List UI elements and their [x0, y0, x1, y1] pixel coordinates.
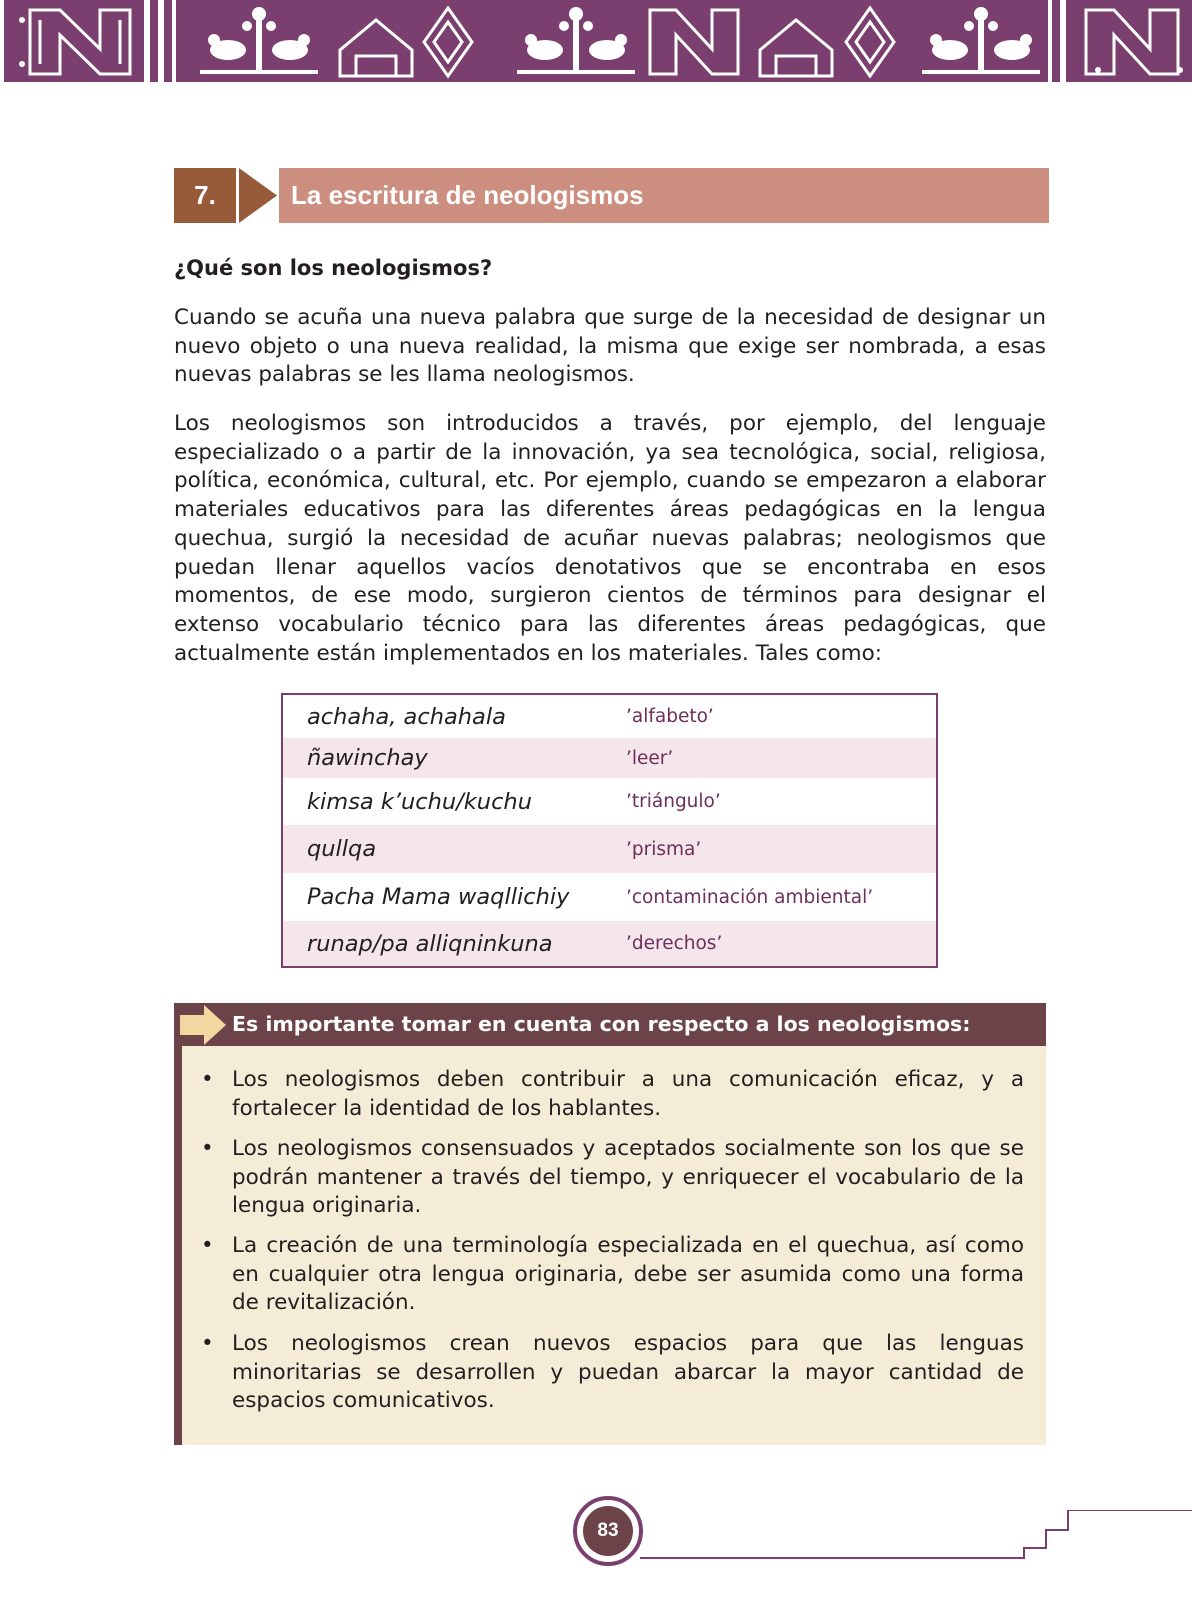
arrow-right-icon	[239, 168, 277, 223]
page-number-badge	[573, 1496, 643, 1566]
andean-textile-pattern-icon	[0, 0, 1192, 84]
note-title: Es importante tomar en cuenta con respecto a los neologismos:	[232, 1012, 971, 1036]
list-item: • Los neologismos consensuados y aceptados socialmente son los que se podrán mantener a través del tiempo, y enriquecer el vocabulario de la lengua originaria.	[232, 1135, 1024, 1221]
table-row	[283, 695, 936, 738]
spanish-meaning: ’contaminación ambiental’	[626, 886, 874, 908]
paragraph-definition: Cuando se acuña una nueva palabra que surge de la necesidad de designar un nuevo objeto o una nueva realidad, la misma que exige ser nombrada, a esas nuevas palabras se les llama neologismos.	[174, 305, 1046, 388]
paragraph-examples: Los neologismos son introducidos a través, por ejemplo, del lenguaje especializado o a partir de la innovación, ya sea tecnológica, social, religiosa, política, económica, cultural, etc. Por ejemplo, cuando se empezaron a elaborar materiales educativos para las diferentes áreas pedagógicas en la lengua quechua, surgió la necesidad de acuñar nuevas palabras; neologismos que puedan llenar aquellos vacíos denotativos que se encontraba en esos momentos, de ese modo, surgieron cientos de términos para designar el extenso vocabulario técnico para las diferentes áreas pedagógicas, que actualmente están implementados en los materiales. Tales como:	[174, 411, 1046, 666]
neologisms-table	[281, 693, 938, 968]
section-title: La escritura de neologismos	[279, 168, 1049, 223]
table-row	[283, 921, 936, 966]
spanish-meaning: ’leer’	[626, 747, 674, 769]
list-item: • Los neologismos deben contribuir a una comunicación eficaz, y a fortalecer la identidad de los hablantes.	[232, 1066, 1024, 1123]
quechua-term: achaha, achahala	[307, 703, 506, 730]
quechua-term: runap/pa alliqninkuna	[307, 930, 553, 957]
table-row	[283, 778, 936, 825]
list-item: • Los neologismos crean nuevos espacios para que las lenguas minoritarias se desarrollen y puedan abarcar la mayor cantidad de espacios comunicativos.	[232, 1330, 1024, 1416]
table-row	[283, 825, 936, 873]
spanish-meaning: ’prisma’	[626, 838, 702, 860]
quechua-term: Pacha Mama waqllichiy	[307, 884, 570, 910]
spanish-meaning: ’triángulo’	[626, 791, 721, 812]
section-number: 7.	[174, 168, 236, 223]
table-row	[283, 738, 936, 778]
question-heading: ¿Qué son los neologismos?	[174, 256, 493, 280]
spanish-meaning: ’derechos’	[626, 933, 723, 954]
decorative-textile-band	[0, 0, 1192, 84]
arrow-right-icon	[180, 1005, 228, 1045]
page-number: 83	[583, 1506, 633, 1556]
footer-step-lines	[640, 1510, 1192, 1570]
spanish-meaning: ’alfabeto’	[626, 706, 714, 727]
quechua-term: ñawinchay	[307, 745, 428, 771]
quechua-term: kimsa k’uchu/kuchu	[307, 788, 532, 815]
table-row	[283, 873, 936, 921]
quechua-term: qullqa	[307, 836, 377, 862]
note-left-border	[174, 1003, 182, 1445]
list-item: • La creación de una terminología especializada en el quechua, así como en cualquier otra lengua originaria, debe ser asumida como una forma de revitalización.	[232, 1232, 1024, 1318]
